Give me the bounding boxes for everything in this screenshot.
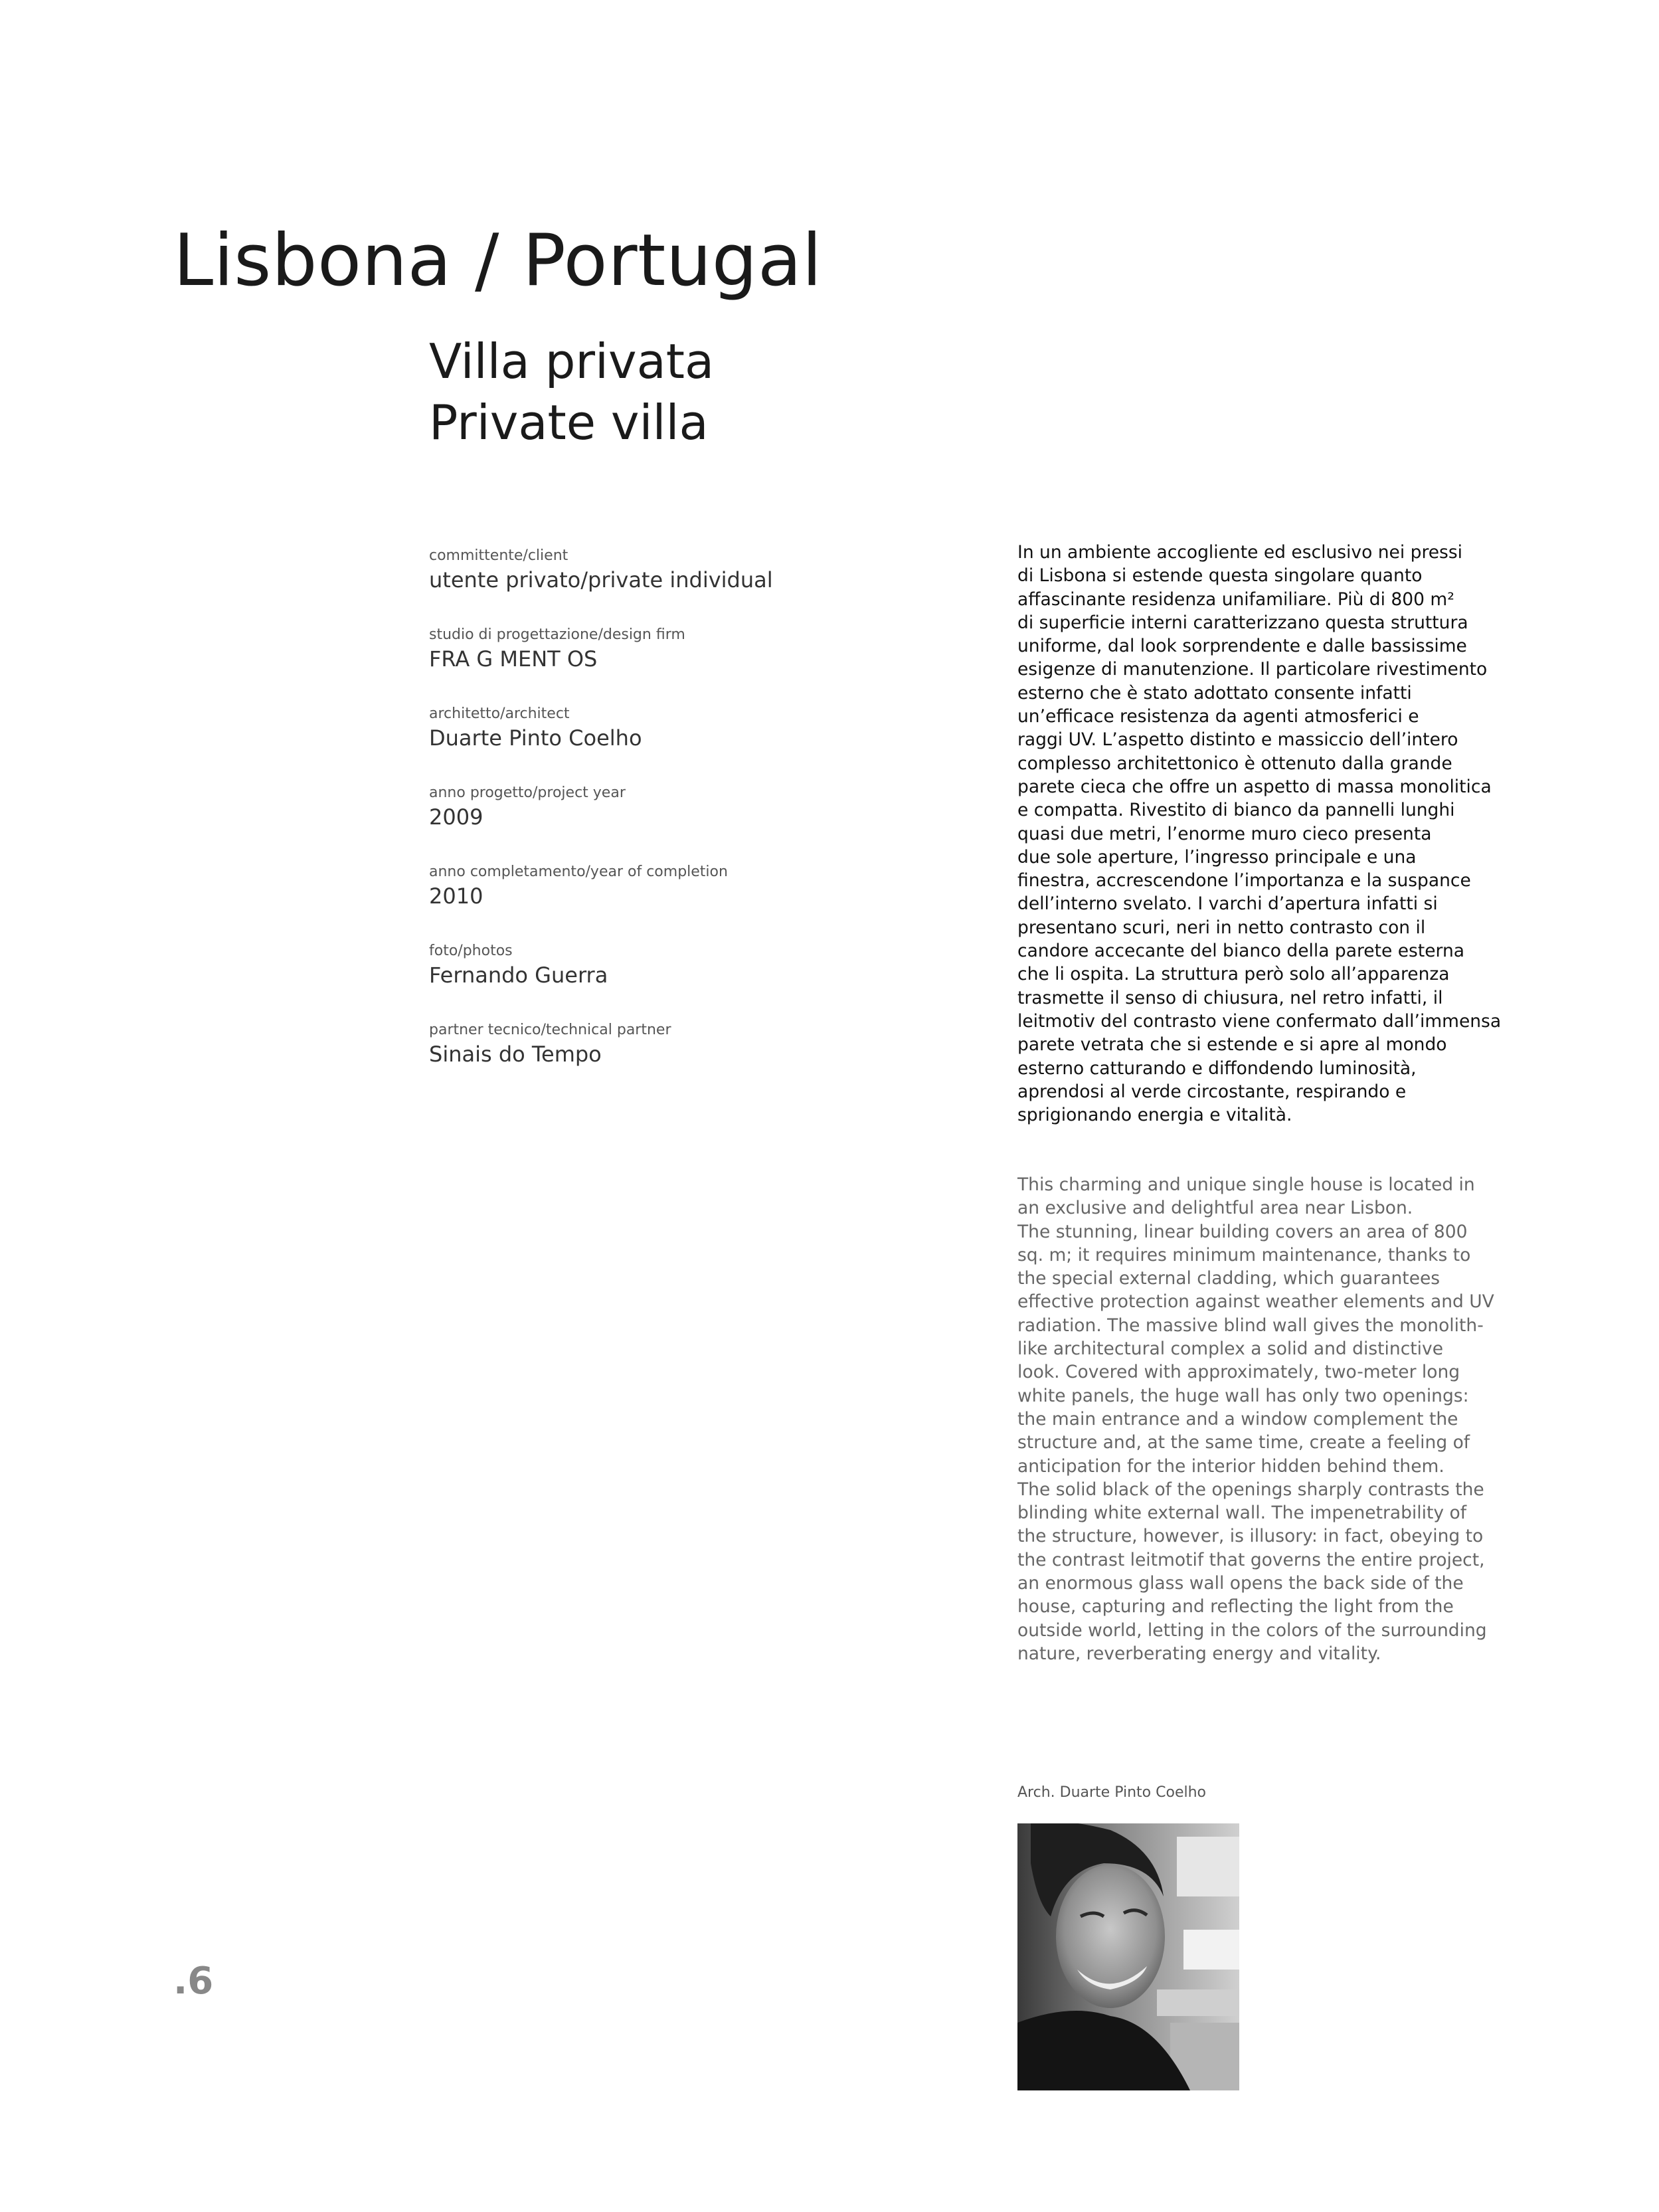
text-line: di superficie interni caratterizzano questa struttura bbox=[1017, 612, 1468, 633]
text-line: an exclusive and delightful area near Lisbon. bbox=[1017, 1198, 1413, 1219]
text-line: the main entrance and a window complement the bbox=[1017, 1408, 1458, 1429]
text-line: leitmotiv del contrasto viene confermato dall’immensa bbox=[1017, 1010, 1502, 1032]
text-line: dell’interno svelato. I varchi d’apertura infatti si bbox=[1017, 893, 1438, 915]
architect-portrait-photo bbox=[1017, 1823, 1239, 2090]
credit-client bbox=[429, 546, 894, 625]
credit-label: studio di progettazione/design firm bbox=[429, 626, 685, 643]
credit-label: foto/photos bbox=[429, 943, 513, 959]
text-line: the contrast leitmotif that governs the entire project, bbox=[1017, 1549, 1485, 1570]
text-line: quasi due metri, l’enorme muro cieco presenta bbox=[1017, 823, 1432, 844]
text-line: an enormous glass wall opens the back side of the bbox=[1017, 1573, 1464, 1594]
subtitle-english: Private villa bbox=[429, 395, 709, 450]
text-line: sprigionando energia e vitalità. bbox=[1017, 1105, 1292, 1126]
text-line: parete cieca che offre un aspetto di massa monolitica bbox=[1017, 776, 1492, 797]
text-line: esterno catturando e diffondendo luminosità, bbox=[1017, 1058, 1417, 1079]
page-number: .6 bbox=[173, 1960, 214, 2003]
text-line: esigenze di manutenzione. Il particolare rivestimento bbox=[1017, 659, 1488, 680]
credit-design-firm bbox=[429, 625, 894, 704]
text-line: The stunning, linear building covers an area of 800 bbox=[1017, 1221, 1468, 1242]
text-line: parete vetrata che si estende e si apre al mondo bbox=[1017, 1034, 1447, 1056]
text-line: finestra, accrescendone l’importanza e la suspance bbox=[1017, 870, 1471, 891]
text-line: aprendosi al verde circostante, respirando e bbox=[1017, 1081, 1407, 1102]
credit-value: FRA G MENT OS bbox=[429, 646, 598, 672]
text-line: This charming and unique single house is located in bbox=[1017, 1174, 1475, 1195]
project-credits bbox=[429, 546, 894, 1099]
text-line: look. Covered with approximately, two-meter long bbox=[1017, 1362, 1460, 1383]
credit-value: Sinais do Tempo bbox=[429, 1042, 602, 1067]
text-line: un’efficace resistenza da agenti atmosferici e bbox=[1017, 706, 1419, 727]
text-line: the special external cladding, which guarantees bbox=[1017, 1268, 1441, 1289]
text-line: e compatta. Rivestito di bianco da pannelli lunghi bbox=[1017, 800, 1455, 821]
subtitle-italian: Villa privata bbox=[429, 333, 715, 389]
text-line: esterno che è stato adottato consente infatti bbox=[1017, 682, 1412, 703]
text-line: radiation. The massive blind wall gives the monolith- bbox=[1017, 1315, 1484, 1336]
credit-label: anno progetto/project year bbox=[429, 784, 626, 801]
credit-project-year bbox=[429, 783, 894, 862]
text-line: trasmette il senso di chiusura, nel retro infatti, il bbox=[1017, 987, 1443, 1008]
credit-label: committente/client bbox=[429, 547, 568, 564]
text-line: candore accecante del bianco della parete esterna bbox=[1017, 941, 1464, 962]
text-line: di Lisbona si estende questa singolare quanto bbox=[1017, 565, 1423, 587]
text-line: like architectural complex a solid and distinctive bbox=[1017, 1338, 1444, 1360]
credit-value: 2010 bbox=[429, 883, 483, 909]
text-line: presentano scuri, neri in netto contrasto con il bbox=[1017, 917, 1426, 938]
text-line: In un ambiente accogliente ed esclusivo nei pressi bbox=[1017, 542, 1463, 563]
page-title: Lisbona / Portugal bbox=[173, 219, 823, 302]
text-line: the structure, however, is illusory: in fact, obeying to bbox=[1017, 1526, 1484, 1547]
text-line: uniforme, dal look sorprendente e dalle bassissime bbox=[1017, 636, 1467, 657]
credit-architect bbox=[429, 704, 894, 783]
text-line: raggi UV. L’aspetto distinto e massiccio dell’intero bbox=[1017, 729, 1458, 751]
text-line: The solid black of the openings sharply contrasts the bbox=[1017, 1479, 1484, 1500]
text-line: white panels, the huge wall has only two openings: bbox=[1017, 1385, 1469, 1406]
credit-value: Fernando Guerra bbox=[429, 963, 608, 988]
credit-value: utente privato/private individual bbox=[429, 567, 773, 593]
text-line: che li ospita. La struttura però solo all’apparenza bbox=[1017, 964, 1450, 985]
credit-value: Duarte Pinto Coelho bbox=[429, 725, 642, 751]
description-italian bbox=[1017, 541, 1502, 1127]
credit-label: anno completamento/year of completion bbox=[429, 864, 728, 880]
text-line: complesso architettonico è ottenuto dalla grande bbox=[1017, 753, 1452, 774]
text-line: anticipation for the interior hidden behind them. bbox=[1017, 1455, 1444, 1477]
credit-value: 2009 bbox=[429, 804, 483, 830]
text-line: sq. m; it requires minimum maintenance, thanks to bbox=[1017, 1244, 1471, 1265]
text-line: nature, reverberating energy and vitality. bbox=[1017, 1643, 1381, 1664]
portrait-caption: Arch. Duarte Pinto Coelho bbox=[1017, 1784, 1206, 1801]
project-subtitle bbox=[429, 331, 714, 453]
text-line: affascinante residenza unifamiliare. Più di 800 m² bbox=[1017, 589, 1454, 610]
text-line: effective protection against weather elements and UV bbox=[1017, 1291, 1494, 1313]
description-english bbox=[1017, 1173, 1494, 1665]
text-line: house, capturing and reflecting the light from the bbox=[1017, 1596, 1454, 1617]
text-line: outside world, letting in the colors of the surrounding bbox=[1017, 1619, 1487, 1641]
credit-technical-partner bbox=[429, 1020, 894, 1099]
text-line: structure and, at the same time, create a feeling of bbox=[1017, 1432, 1470, 1453]
credit-photos bbox=[429, 941, 894, 1020]
credit-completion-year bbox=[429, 862, 894, 941]
text-line: due sole aperture, l’ingresso principale e una bbox=[1017, 846, 1417, 868]
text-line: blinding white external wall. The impenetrability of bbox=[1017, 1503, 1467, 1524]
credit-label: partner tecnico/technical partner bbox=[429, 1022, 671, 1038]
credit-label: architetto/architect bbox=[429, 705, 570, 722]
